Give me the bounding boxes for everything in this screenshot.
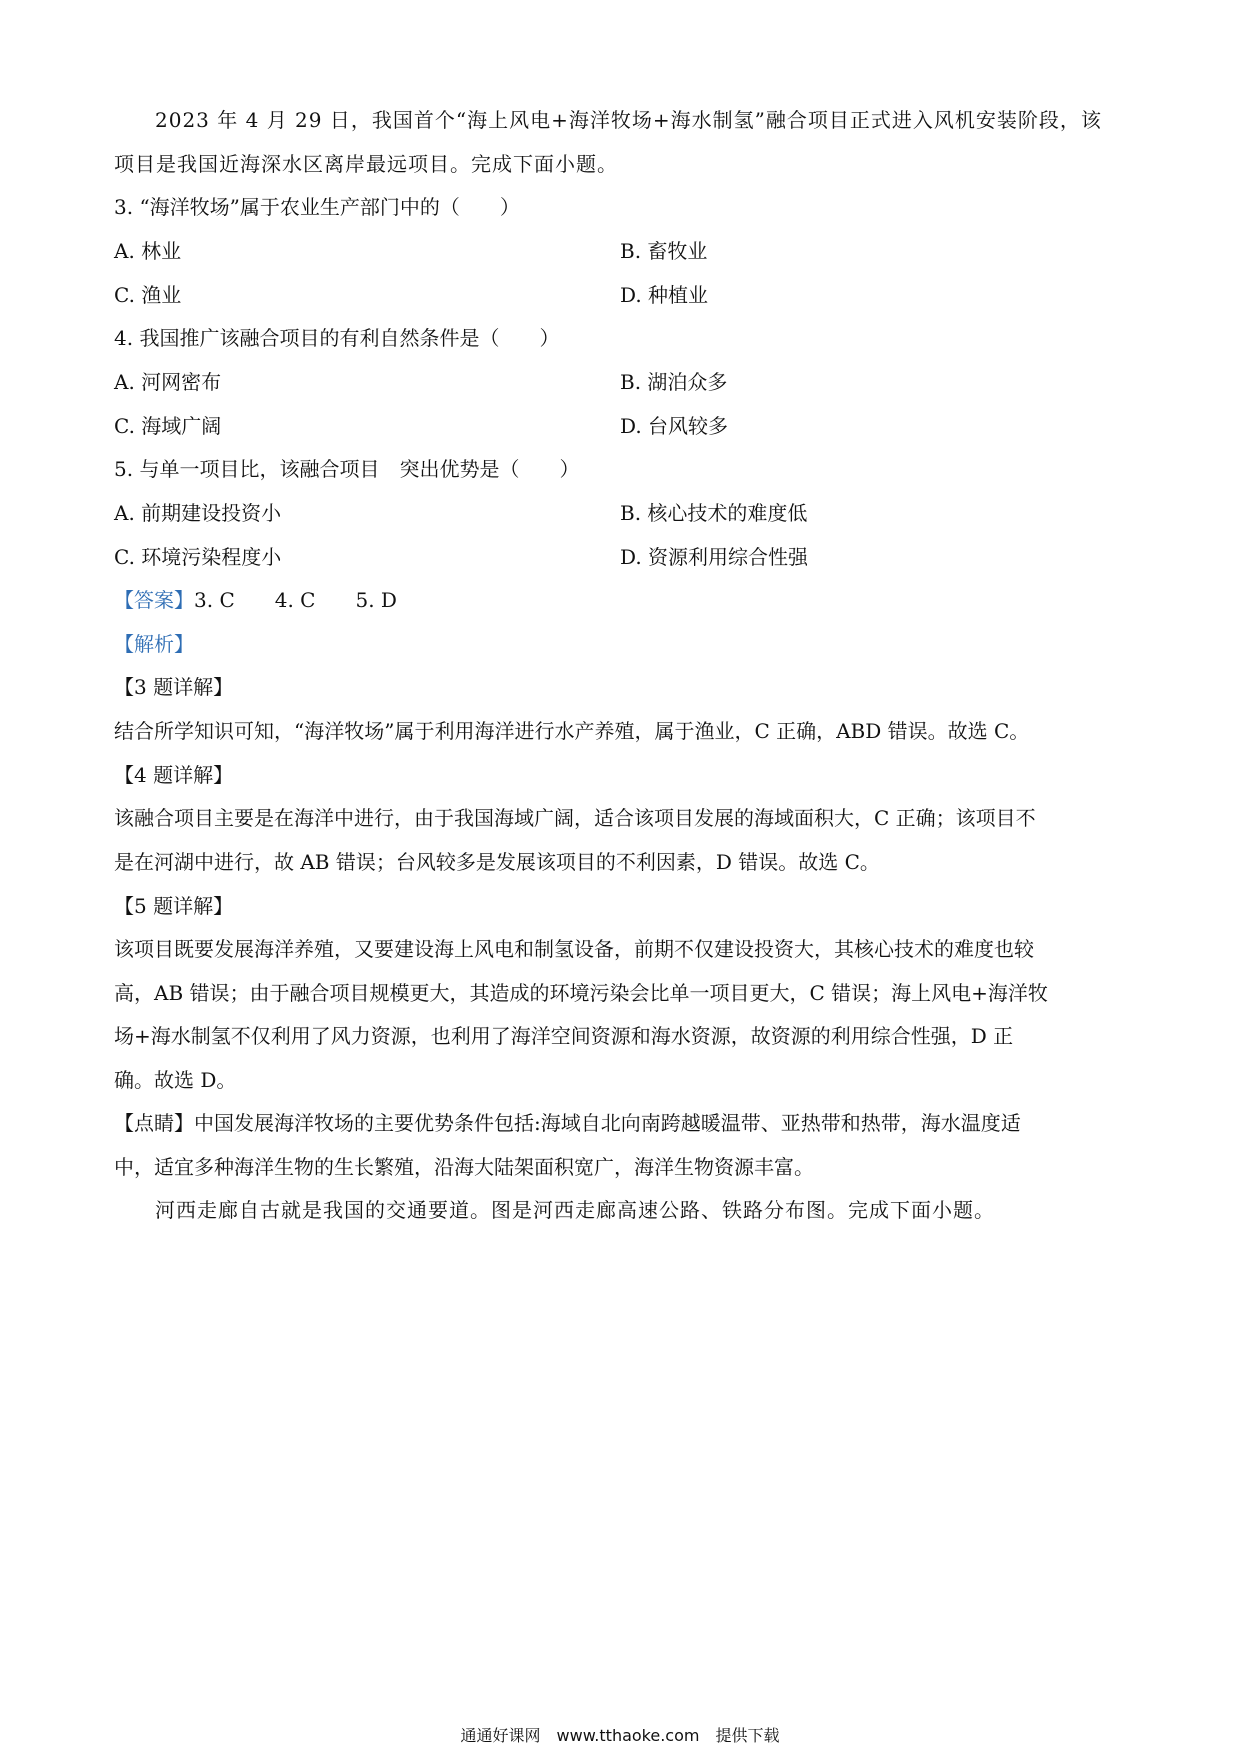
question-3-option-d: D. 种植业 [620, 283, 709, 307]
tip-line-1: 【点睛】中国发展海洋牧场的主要优势条件包括:海域自北向南跨越暖温带、亚热带和热带，海水温度适 [114, 1111, 1021, 1135]
question-4-option-a: A. 河网密布 [114, 370, 222, 394]
tip-line-2: 中，适宜多种海洋生物的生长繁殖，沿海大陆架面积宽广，海洋生物资源丰富。 [114, 1155, 814, 1179]
detail-4-line-1: 该融合项目主要是在海洋中进行，由于我国海域广阔，适合该项目发展的海域面积大，C 正确；该项目不 [114, 806, 1036, 830]
detail-3-line-1: 结合所学知识可知，“海洋牧场”属于利用海洋进行水产养殖，属于渔业，C 正确，ABD 错误。故选 C。 [114, 719, 1030, 743]
answer-values: 3. C 4. C 5. D [194, 588, 397, 612]
detail-5-line-4: 确。故选 D。 [114, 1068, 237, 1092]
question-3-stem: 3. “海洋牧场”属于农业生产部门中的（ ） [114, 195, 520, 219]
question-3-option-b: B. 畜牧业 [620, 239, 708, 263]
detail-4-line-2: 是在河湖中进行，故 AB 错误；台风较多是发展该项目的不利因素，D 错误。故选 C。 [114, 850, 880, 874]
question-5-option-a: A. 前期建设投资小 [114, 501, 282, 525]
answer-label: 【答案】 [114, 588, 194, 612]
detail-5-title: 【5 题详解】 [114, 894, 234, 918]
question-5-option-b: B. 核心技术的难度低 [620, 501, 808, 525]
question-5-option-c: C. 环境污染程度小 [114, 545, 282, 569]
detail-4-title: 【4 题详解】 [114, 763, 234, 787]
detail-5-line-2: 高，AB 错误；由于融合项目规模更大，其造成的环境污染会比单一项目更大，C 错误；海上风电+海洋牧 [114, 981, 1048, 1005]
answer-row [114, 586, 397, 614]
question-5-stem: 5. 与单一项目比，该融合项目 突出优势是（ ） [114, 457, 580, 481]
passage-2: 河西走廊自古就是我国的交通要道。图是河西走廊高速公路、铁路分布图。完成下面小题。 [155, 1198, 995, 1222]
passage-1-line-1: 2023 年 4 月 29 日，我国首个“海上风电+海洋牧场+海水制氢”融合项目正式进入风机安装阶段，该 [155, 108, 1102, 132]
question-3-option-a: A. 林业 [114, 239, 182, 263]
question-4-stem: 4. 我国推广该融合项目的有利自然条件是（ ） [114, 326, 560, 350]
question-4-option-d: D. 台风较多 [620, 414, 729, 438]
question-4-option-c: C. 海域广阔 [114, 414, 222, 438]
detail-3-title: 【3 题详解】 [114, 675, 234, 699]
footer-watermark: 通通好课网 www.tthaoke.com 提供下载 [460, 1726, 780, 1745]
question-5-option-d: D. 资源利用综合性强 [620, 545, 809, 569]
detail-5-line-1: 该项目既要发展海洋养殖，又要建设海上风电和制氢设备，前期不仅建设投资大，其核心技术的难度也较 [114, 937, 1034, 961]
question-3-option-c: C. 渔业 [114, 283, 182, 307]
analysis-label: 【解析】 [114, 632, 194, 656]
passage-1-line-2: 项目是我国近海深水区离岸最远项目。完成下面小题。 [114, 152, 618, 176]
detail-5-line-3: 场+海水制氢不仅利用了风力资源，也利用了海洋空间资源和海水资源，故资源的利用综合性强，D 正 [114, 1024, 1014, 1048]
question-4-option-b: B. 湖泊众多 [620, 370, 728, 394]
